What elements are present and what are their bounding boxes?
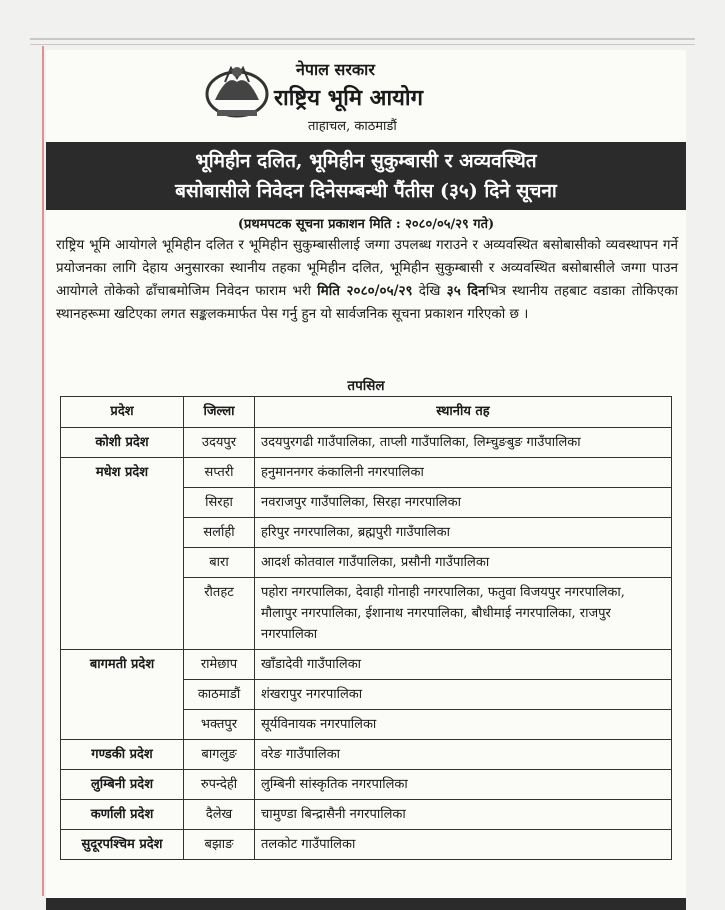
district-cell: बझाङ: [184, 830, 255, 860]
local-level-cell: वरेङ गाउँपालिका: [255, 740, 672, 770]
table-header-row: [61, 397, 672, 428]
notice-header: [46, 50, 686, 142]
province-cell: लुम्बिनी प्रदेश: [61, 770, 184, 800]
local-level-cell: उदयपुरगढी गाउँपालिका, ताप्ली गाउँपालिका, लिम्चुङबुङ गाउँपालिका: [255, 428, 672, 458]
province-cell: कोशी प्रदेश: [61, 428, 184, 458]
table-row: [61, 428, 672, 458]
district-cell: काठमाडौं: [184, 680, 255, 710]
table-row: [61, 650, 672, 680]
district-cell: बारा: [184, 548, 255, 578]
local-level-cell: सूर्यविनायक नगरपालिका: [255, 710, 672, 740]
top-rule: [30, 38, 695, 40]
notice-title-banner: [46, 142, 686, 210]
header-local-level: स्थानीय तह: [255, 397, 672, 428]
local-level-cell: नवराजपुर गाउँपालिका, सिरहा नगरपालिका: [255, 488, 672, 518]
province-cell: मधेश प्रदेश: [61, 458, 184, 650]
schedule-title: तपसिल: [347, 378, 385, 394]
district-cell: सप्तरी: [184, 458, 255, 488]
left-margin-rule: [42, 46, 44, 896]
local-level-cell: हरिपुर नगरपालिका, ब्रह्मपुरी गाउँपालिका: [255, 518, 672, 548]
district-cell: सर्लाही: [184, 518, 255, 548]
district-cell: उदयपुर: [184, 428, 255, 458]
top-rule-secondary: [30, 44, 695, 45]
district-cell: रामेछाप: [184, 650, 255, 680]
province-cell: सुदूरपश्चिम प्रदेश: [61, 830, 184, 860]
table-row: [61, 830, 672, 860]
local-level-cell: हनुमाननगर कंकालिनी नगरपालिका: [255, 458, 672, 488]
body-part-2: देखि: [412, 283, 447, 299]
table-row: [61, 740, 672, 770]
district-cell: रुपन्देही: [184, 770, 255, 800]
bottom-bar: [46, 898, 686, 910]
province-cell: गण्डकी प्रदेश: [61, 740, 184, 770]
district-cell: रौतहट: [184, 578, 255, 650]
local-level-cell: तलकोट गाउँपालिका: [255, 830, 672, 860]
body-part-3: भित्र स्थानीय तहबाट वडाका तोकिएका स्थानहरूमा खटिएका लगत सङ्कलकमार्फत पेस गर्नु हुन यो सार्वजनिक सूचना प्रकाशन गरिएको छ ।: [56, 283, 678, 322]
district-cell: बागलुङ: [184, 740, 255, 770]
province-cell: कर्णाली प्रदेश: [61, 800, 184, 830]
notice-title-line-2: बसोबासीले निवेदन दिनेसम्बन्धी पैंतीस (३५) दिने सूचना: [175, 180, 557, 202]
notice-title-line-1: भूमिहीन दलित, भूमिहीन सुकुम्बासी र अव्यवस्थित: [195, 150, 537, 172]
notice-sheet: [46, 50, 686, 910]
district-cell: सिरहा: [184, 488, 255, 518]
table-row: [61, 770, 672, 800]
local-level-cell: चामुण्डा बिन्द्रासैनी नगरपालिका: [255, 800, 672, 830]
nepal-emblem-icon: [201, 60, 273, 120]
province-cell: बागमती प्रदेश: [61, 650, 184, 740]
header-district: जिल्ला: [184, 397, 255, 428]
table-row: [61, 458, 672, 488]
local-level-cell: लुम्बिनी सांस्कृतिक नगरपालिका: [255, 770, 672, 800]
local-level-cell: शंखरापुर नगरपालिका: [255, 680, 672, 710]
body-part-1: राष्ट्रिय भूमि आयोगले भूमिहीन दलित र भूमिहीन सुकुम्बासीलाई जग्गा उपलब्ध गराउने र अव्यवस्थित बसोबासीको व्यवस्थापन गर्ने प्रयोजनका लागि देहाय अनुसारका स्थानीय तहका भूमिहीन दलित, भूमिहीन सुकुम्बासी र अव्यवस्थित बसोबासीले जग्गा पाउन आयोगले तोकेको ढाँचाबमोजिम निवेदन फाराम भरी: [56, 237, 678, 299]
header-province: प्रदेश: [61, 397, 184, 428]
commission-name: राष्ट्रिय भूमि आयोग: [274, 85, 423, 111]
table-row: [61, 800, 672, 830]
local-level-cell: पहोरा नगरपालिका, देवाही गोनाही नगरपालिका, फतुवा विजयपुर नगरपालिका, मौलापुर नगरपालिका, ईशानाथ नगरपालिका, बौधीमाई नगरपालिका, राजपुर नगरपालिका: [255, 578, 672, 650]
local-level-cell: खाँडादेवी गाउँपालिका: [255, 650, 672, 680]
district-cell: भक्तपुर: [184, 710, 255, 740]
office-location: ताहाचल, काठमाडौं: [308, 119, 397, 134]
body-bold-duration: ३५ दिन: [446, 283, 486, 299]
local-level-cell: आदर्श कोतवाल गाउँपालिका, प्रसौनी गाउँपालिका: [255, 548, 672, 578]
notice-body: [56, 234, 678, 326]
body-bold-date: मिति २०८०/०५/२९: [317, 283, 413, 299]
district-cell: दैलेख: [184, 800, 255, 830]
government-name: नेपाल सरकार: [296, 60, 375, 79]
schedule-table: [60, 396, 672, 860]
publication-date: (प्रथमपटक सूचना प्रकाशन मिति : २०८०/०५/२९ गते): [237, 217, 495, 232]
